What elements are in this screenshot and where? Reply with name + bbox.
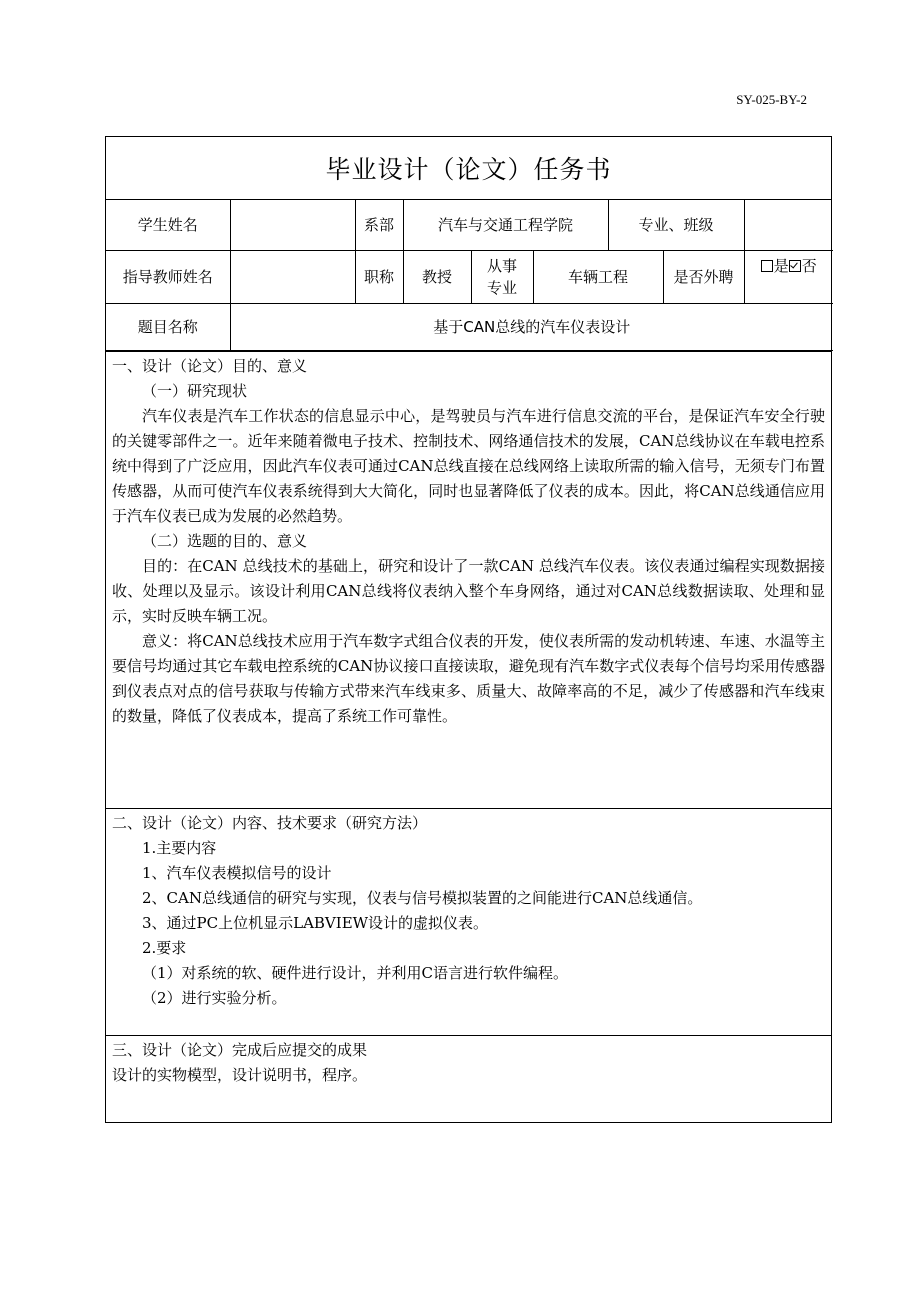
external-options: [744, 250, 833, 303]
row-topic: [106, 303, 833, 350]
job-title-value: 教授: [403, 250, 471, 303]
advisor-name-label: 指导教师姓名: [106, 250, 230, 303]
significance-paragraph: 意义：将CAN总线技术应用于汽车数字式组合仪表的开发，使仪表所需的发动机转速、车速、水温等主要信号均通过其它车载电控系统的CAN协议接口直接读取，避免现有汽车数字式仪表每个信号均采用传感器到仪表点对点的信号获取与传输方式带来汽车线束多、质量大、故障率高的不足，减少了传感器和汽车线束的数量，降低了仪表成本，提高了系统工作可靠性。: [112, 631, 825, 725]
content-line: 3、通过PC上位机显示LABVIEW设计的虚拟仪表。: [142, 913, 489, 932]
student-name-field[interactable]: [230, 200, 355, 250]
field-label: 从事专业: [471, 250, 533, 303]
content-line: 2、CAN总线通信的研究与实现，仪表与信号模拟装置的之间能进行CAN总线通信。: [142, 888, 703, 907]
purpose-paragraph: 目的：在CAN 总线技术的基础上，研究和设计了一款CAN 总线汽车仪表。该仪表通过编程实现数据接收、处理以及显示。该设计利用CAN总线将仪表纳入整个车身网络，通过对CAN总线数据读取、处理和显示，实时反映车辆工况。: [112, 556, 825, 625]
row-advisor: [106, 250, 833, 303]
section-deliverables: [106, 1035, 831, 1122]
external-no-label: 否: [801, 256, 817, 275]
advisor-name-field[interactable]: [230, 250, 355, 303]
department-label: 系部: [355, 200, 403, 250]
content-line: 1.主要内容: [142, 838, 217, 857]
section-content-heading: 二、设计（论文）内容、技术要求（研究方法）: [112, 813, 428, 832]
form-title: 毕业设计（论文）任务书: [106, 137, 831, 200]
external-yes-label: 是: [773, 256, 789, 275]
field-value: 车辆工程: [533, 250, 663, 303]
content-line: （1）对系统的软、硬件进行设计，并利用C语言进行软件编程。: [142, 963, 569, 982]
external-no-checkbox-icon[interactable]: [789, 260, 801, 272]
row-student: [106, 200, 833, 250]
section-deliverables-heading: 三、设计（论文）完成后应提交的成果: [112, 1040, 368, 1059]
external-label: 是否外聘: [663, 250, 744, 303]
research-status-paragraph: 汽车仪表是汽车工作状态的信息显示中心，是驾驶员与汽车进行信息交流的平台，是保证汽车安全行驶的关键零部件之一。近年来随着微电子技术、控制技术、网络通信技术的发展，CAN总线协议在车载电控系统中得到了广泛应用，因此汽车仪表可通过CAN总线直接在总线网络上读取所需的输入信号，无须专门布置传感器，从而可使汽车仪表系统得到大大简化，同时也显著降低了仪表的成本。因此，将CAN总线通信应用于汽车仪表已成为发展的必然趋势。: [112, 406, 825, 525]
section-purpose-heading: 一、设计（论文）目的、意义: [112, 356, 308, 375]
department-value: 汽车与交通工程学院: [403, 200, 608, 250]
section-purpose: [106, 351, 831, 808]
content-line: 2.要求: [142, 938, 187, 957]
research-status-subheading: （一）研究现状: [142, 381, 248, 400]
info-table: [106, 200, 833, 351]
section-content: [106, 808, 831, 1035]
content-line: 1、汽车仪表模拟信号的设计: [142, 863, 332, 882]
content-line: （2）进行实验分析。: [142, 988, 287, 1007]
document-code: SY-025-BY-2: [736, 92, 807, 107]
external-yes-checkbox-icon[interactable]: [761, 260, 773, 272]
major-class-field[interactable]: [744, 200, 833, 250]
topic-value: 基于CAN总线的汽车仪表设计: [230, 303, 833, 350]
topic-label: 题目名称: [106, 303, 230, 350]
deliverables-content: 设计的实物模型，设计说明书，程序。: [112, 1065, 368, 1084]
task-form: [105, 136, 832, 1123]
student-name-label: 学生姓名: [106, 200, 230, 250]
purpose-subheading: （二）选题的目的、意义: [142, 531, 308, 550]
job-title-label: 职称: [355, 250, 403, 303]
major-class-label: 专业、班级: [608, 200, 744, 250]
